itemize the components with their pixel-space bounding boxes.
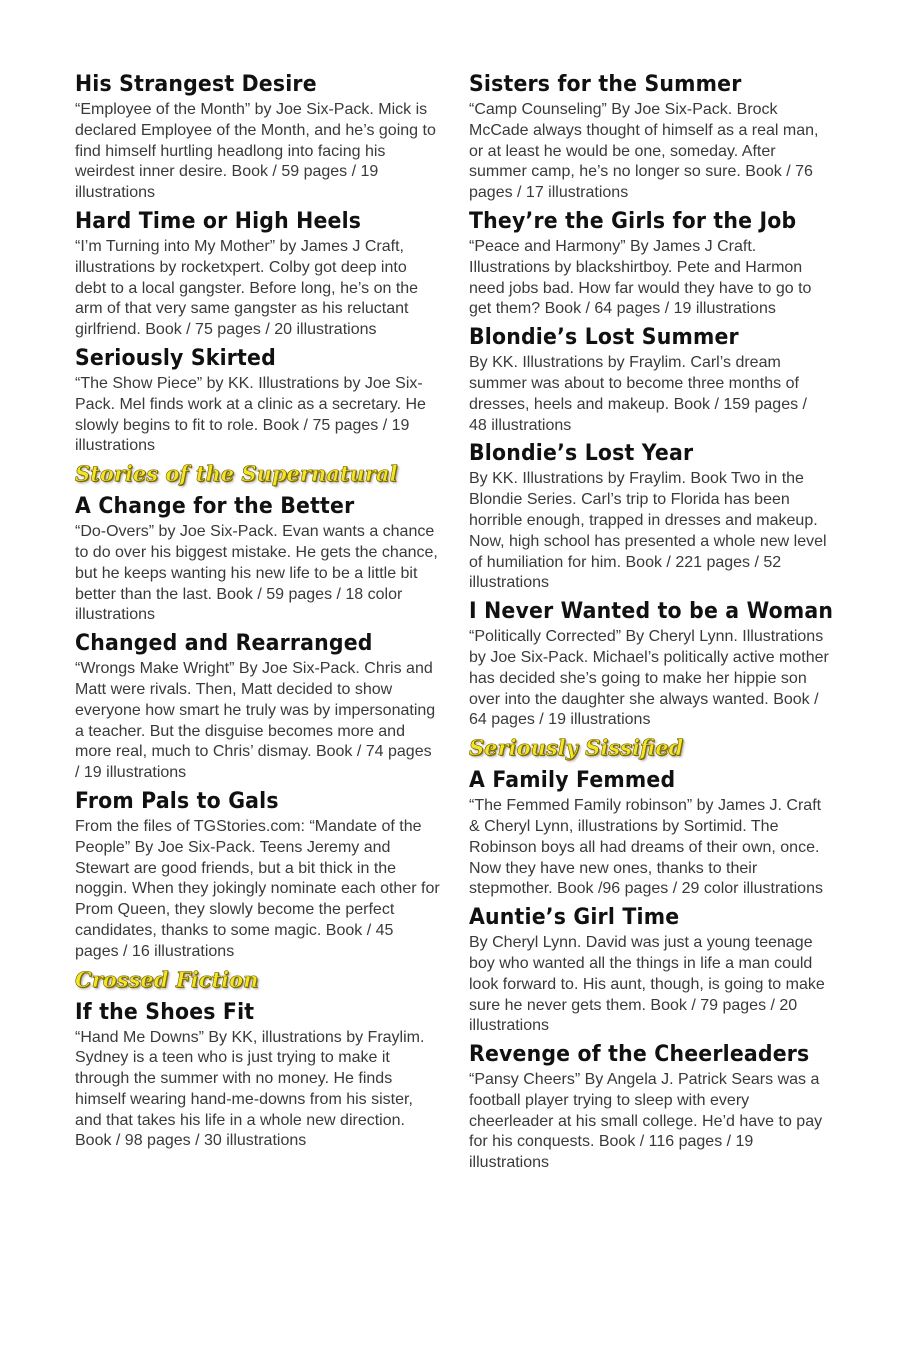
section-header-stories-of-the-supernatural: Stories of the Supernatural: [75, 461, 398, 487]
book-title: A Family Femmed: [469, 768, 676, 794]
book-entry-theyre-the-girls-for-the-job: [469, 207, 829, 320]
book-description: “Camp Counseling” By Joe Six-Pack. Brock McCade always thought of himself as a real man, or at least he would be one, someday. After summer camp, he’s no longer so sure. Book / 76 pages / 17 illustrations: [469, 101, 819, 202]
book-description: “Wrongs Make Wright” By Joe Six-Pack. Chris and Matt were rivals. Then, Matt decided to show everyone how smart he truly was by impersonating a teacher. But the disguise becomes more and more real, much to Chris’ dismay. Book / 74 pages / 19 illustrations: [75, 660, 436, 782]
book-entry-blondies-lost-year: [469, 439, 829, 594]
book-description: “The Femmed Family robinson” by James J. Craft & Cheryl Lynn, illustrations by Sortimid. The Robinson boys all had dreams of their own, once. Now they have new ones, thanks to their stepmother. Book /96 pages / 29 color illustrations: [469, 797, 823, 898]
book-description: By KK. Illustrations by Fraylim. Carl’s dream summer was about to become three months of dresses, heels and makeup. Book / 159 pages / 48 illustrations: [469, 354, 807, 434]
book-entry-revenge-of-the-cheerleaders: [469, 1040, 829, 1174]
section-header-seriously-sissified: Seriously Sissified: [469, 735, 684, 761]
book-description: “Politically Corrected” By Cheryl Lynn. Illustrations by Joe Six-Pack. Michael’s politically active mother has decided she’s going to make her hippie son over into the daughter she always wanted. Book / 64 pages / 19 illustrations: [469, 628, 829, 729]
book-entry-if-the-shoes-fit: [75, 998, 440, 1153]
book-title: Changed and Rearranged: [75, 631, 373, 657]
book-title: From Pals to Gals: [75, 788, 279, 814]
right-column: [469, 70, 834, 1177]
book-entry-seriously-skirted: [75, 344, 440, 457]
book-entry-sisters-for-the-summer: [469, 70, 829, 204]
book-entry-i-never-wanted-to-be-a-woman: [469, 597, 834, 731]
book-title: Seriously Skirted: [75, 345, 276, 371]
book-description: From the files of TGStories.com: “Mandate of the People” By Joe Six-Pack. Teens Jeremy and Stewart are good friends, but a bit thick in the noggin. When they jokingly nominate each other for Prom Queen, they slowly become the perfect candidates, thanks to some magic. Book / 45 pages / 16 illustrations: [75, 817, 440, 960]
book-entry-his-strangest-desire: [75, 70, 440, 204]
book-title: Blondie’s Lost Summer: [469, 325, 739, 351]
book-entry-changed-and-rearranged: [75, 629, 440, 784]
book-title: A Change for the Better: [75, 494, 355, 520]
book-description: “Pansy Cheers” By Angela J. Patrick Sears was a football player trying to sleep with every cheerleader at his small college. He’d have to pay for his conquests. Book / 116 pages / 19 illustrations: [469, 1071, 823, 1172]
book-description: “Peace and Harmony” By James J Craft. Illustrations by blackshirtboy. Pete and Harmon need jobs bad. How far would they have to go to get them? Book / 64 pages / 19 illustrations: [469, 237, 812, 318]
book-title: They’re the Girls for the Job: [469, 208, 797, 234]
book-title: I Never Wanted to be a Woman: [469, 599, 834, 625]
book-description: “Do-Overs” by Joe Six-Pack. Evan wants a chance to do over his biggest mistake. He gets the chance, but he keeps wanting his new life to be a little bit better than the last. Book / 59 pages / 18 color illustrations: [75, 523, 438, 624]
book-title: Hard Time or High Heels: [75, 208, 362, 234]
book-entry-a-family-femmed: [469, 766, 829, 900]
left-column: [75, 70, 440, 1155]
book-description: By Cheryl Lynn. David was just a young teenage boy who wanted all the things in life a man could look forward to. His aunt, though, is going to make sure he never gets them. Book / 79 pages / 20 illustrations: [469, 934, 825, 1035]
book-description: “The Show Piece” by KK. Illustrations by Joe Six-Pack. Mel finds work at a clinic as a secretary. He slowly begins to fit to role. Book / 75 pages / 19 illustrations: [75, 374, 426, 455]
book-description: “Employee of the Month” by Joe Six-Pack. Mick is declared Employee of the Month, and he’s going to find himself hurtling headlong into facing his weirdest inner desire. Book / 59 pages / 19 illustrations: [75, 101, 436, 202]
book-entry-aunties-girl-time: [469, 903, 829, 1037]
book-title: Auntie’s Girl Time: [469, 905, 680, 931]
book-entry-hard-time-or-high-heels: [75, 207, 440, 341]
book-description: By KK. Illustrations by Fraylim. Book Two in the Blondie Series. Carl’s trip to Florida has been horrible enough, trapped in dresses and makeup. Now, high school has presented a whole new level of humiliation for him. Book / 221 pages / 52 illustrations: [469, 470, 827, 592]
book-entry-a-change-for-the-better: [75, 492, 440, 626]
book-title: Sisters for the Summer: [469, 72, 742, 97]
book-entry-from-pals-to-gals: [75, 787, 440, 963]
book-description: “Hand Me Downs” By KK, illustrations by Fraylim. Sydney is a teen who is just trying to make it through the summer with no money. He finds himself wearing hand-me-downs from his sister, and that takes his life in a whole new direction. Book / 98 pages / 30 illustrations: [75, 1028, 425, 1150]
section-header-crossed-fiction: Crossed Fiction: [75, 966, 259, 992]
book-title: Revenge of the Cheerleaders: [469, 1042, 810, 1068]
book-entry-blondies-lost-summer: [469, 323, 829, 436]
book-description: “I’m Turning into My Mother” by James J Craft, illustrations by rocketxpert. Colby got deep into debt to a local gangster. Before long, he’s on the arm of that very same gangster as his reluctant girlfriend. Book / 75 pages / 20 illustrations: [75, 237, 419, 339]
book-title: If the Shoes Fit: [75, 999, 255, 1025]
book-title: Blondie’s Lost Year: [469, 441, 694, 467]
book-title: His Strangest Desire: [75, 72, 317, 97]
